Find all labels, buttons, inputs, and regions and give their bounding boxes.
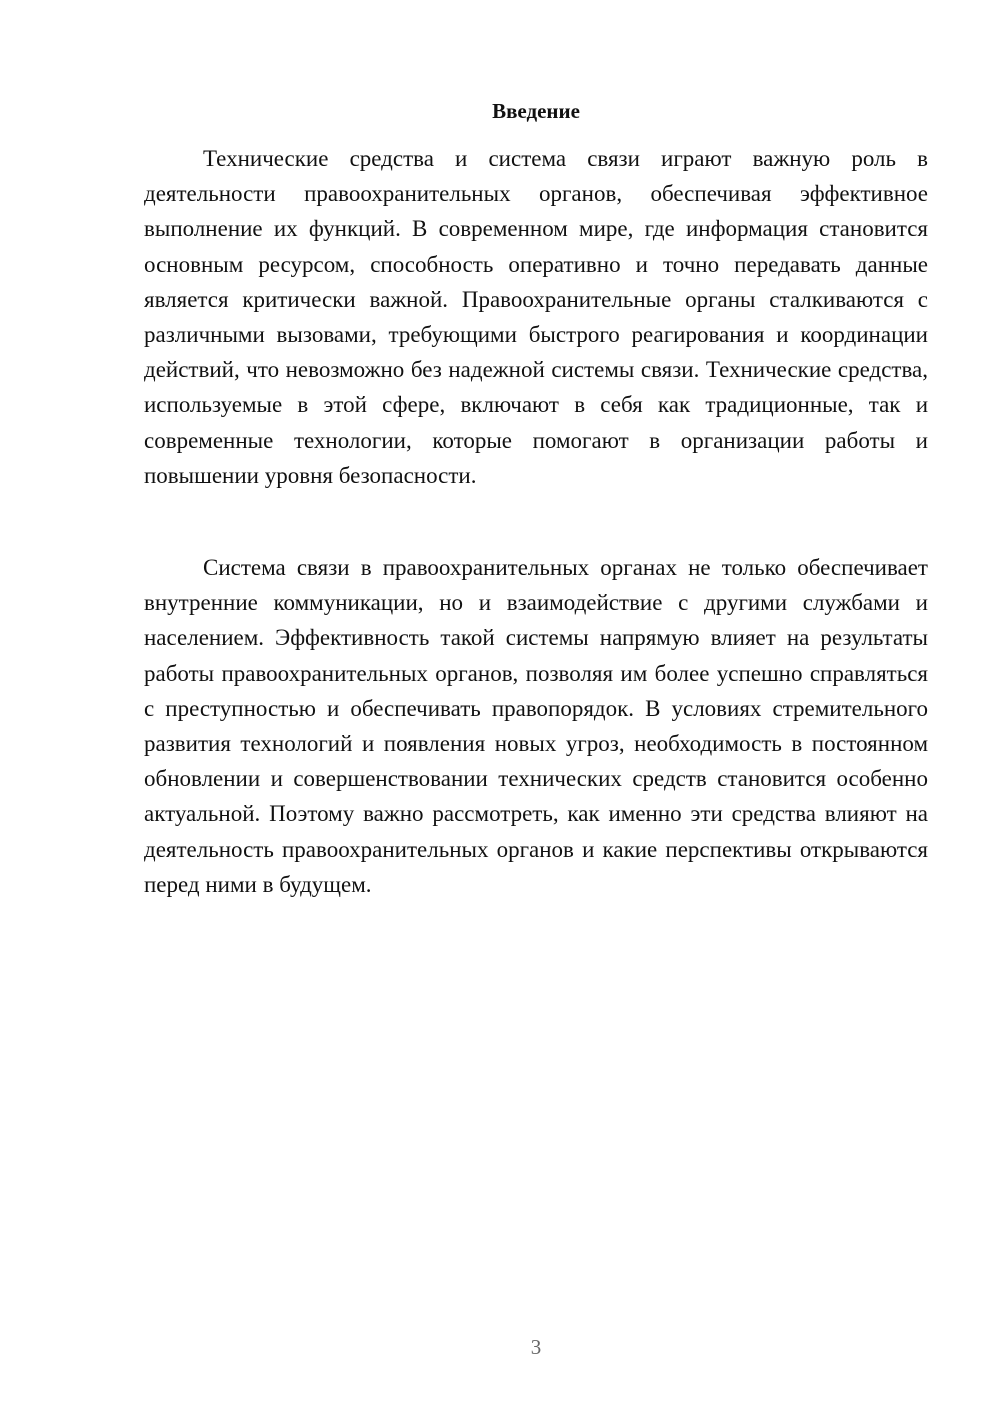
- page-title: Введение: [492, 99, 580, 123]
- paragraph-1: Технические средства и система связи играют важную роль в деятельности правоохранительных органов, обеспечивая эффективное выполнение их функций. В современном мире, где информация становится основным ресурсом, способность оперативно и точно передавать данные является критически важной. Правоохранительные органы сталкиваются с различными вызовами, требующими быстрого реагирования и координации действий, что невозможно без надежной системы связи. Технические средства, используемые в этой сфере, включают в себя как традиционные, так и современные технологии, которые помогают в организации работы и повышении уровня безопасности.: [144, 146, 928, 488]
- page-number: 3: [530, 1335, 542, 1359]
- paragraph-2: Система связи в правоохранительных органах не только обеспечивает внутренние коммуникации, но и взаимодействие с другими службами и населением. Эффективность такой системы напрямую влияет на результаты работы правоохранительных органов, позволяя им более успешно справляться с преступностью и обеспечивать правопорядок. В условиях стремительного развития технологий и появления новых угроз, необходимость в постоянном обновлении и совершенствовании технических средств становится особенно актуальной. Поэтому важно рассмотреть, как именно эти средства влияют на деятельность правоохранительных органов и какие перспективы открываются перед ними в будущем.: [144, 555, 928, 897]
